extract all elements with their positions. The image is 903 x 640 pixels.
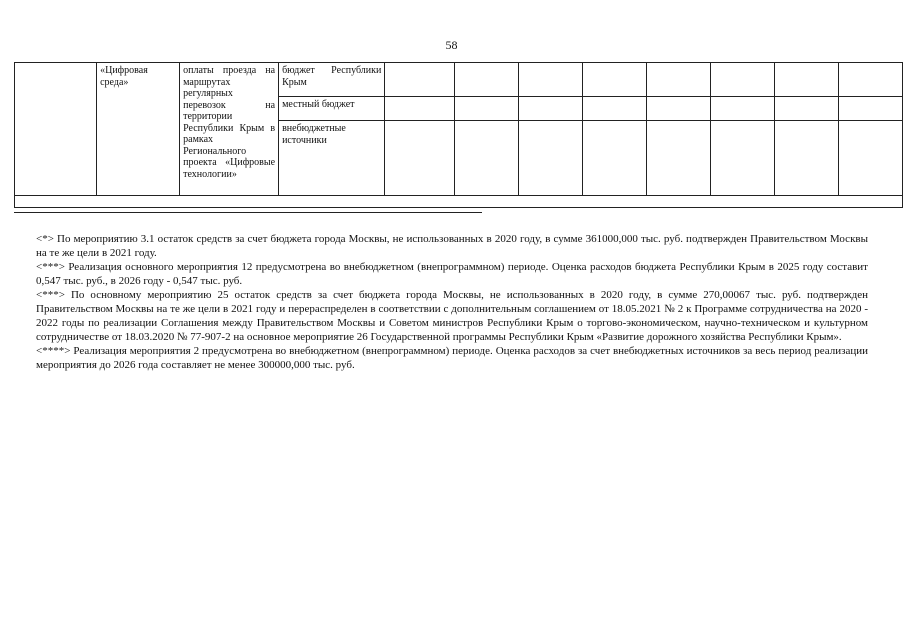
table-cell: [454, 121, 518, 196]
table-cell: [710, 97, 774, 121]
table-cell: [385, 121, 454, 196]
page-number: 58: [445, 38, 458, 52]
footnote: <****> Реализация мероприятия 2 предусмотрена во внебюджетном (внепрограммном) периоде. Оценка расходов за счет внебюджетных источников за весь период реализации мероприятия до 2026 года составляет не менее 300000,000 тыс. руб.: [36, 345, 868, 371]
table-row: [15, 196, 903, 208]
table-cell: [454, 97, 518, 121]
table-cell: [385, 63, 454, 97]
table-cell: [582, 63, 646, 97]
source-cell: бюджет Республики Крым: [279, 63, 385, 97]
table-cell: [454, 63, 518, 97]
table-cell: [518, 63, 582, 97]
table-cell: [15, 63, 97, 196]
table-cell: [710, 63, 774, 97]
event-description-cell: оплаты проезда на маршрутах регулярных перевозок на территории Республики Крым в рамках Регионального проекта «Цифровые технологии»: [180, 63, 279, 196]
table-cell: [774, 63, 838, 97]
table-cell: [518, 97, 582, 121]
footnote: <***> По основному мероприятию 25 остаток средств за счет бюджета города Москвы, не использованных в 2020 году, в сумме 270,00067 тыс. руб. подтвержден Правительством Москвы на те же цели в 2021 году и перераспределен в соответствии с дополнительным соглашением от 18.05.2021 № 2 к Программе сотрудничества на 2020 - 2022 годы по реализации Соглашения между Правительством Москвы и Советом министров Республики Крым о торгово-экономическом, научно-техническом и культурном сотрудничестве от 18.03.2020 № 77-907-2 на основное мероприятие 26 Государственной программы Республики Крым «Развитие дорожного хозяйства Республики Крым».: [36, 289, 868, 343]
footnote: <***> Реализация основного мероприятия 12 предусмотрена во внебюджетном (внепрограммном) периоде. Оценка расходов бюджета Республики Крым в 2025 году составит 0,547 тыс. руб., в 2026 году - 0,547 тыс. руб.: [36, 261, 868, 287]
table-cell: [646, 63, 710, 97]
budget-table: [14, 62, 903, 208]
table-cell: [774, 121, 838, 196]
footnote-separator: [14, 212, 482, 213]
table-cell: [710, 121, 774, 196]
footnote: <*> По мероприятию 3.1 остаток средств за счет бюджета города Москвы, не использованных в 2020 году, в сумме 361000,000 тыс. руб. подтвержден Правительством Москвы на те же цели в 2021 году.: [36, 233, 868, 259]
table-cell: [646, 97, 710, 121]
table-cell: [385, 97, 454, 121]
table-cell: [774, 97, 838, 121]
source-cell: внебюджетные источники: [279, 121, 385, 196]
table-row: [15, 63, 903, 97]
table-cell: [582, 97, 646, 121]
table-cell: [838, 121, 902, 196]
table-cell: [838, 97, 902, 121]
table-cell: [518, 121, 582, 196]
table-cell: [838, 63, 902, 97]
program-name-cell: «Цифровая среда»: [97, 63, 180, 196]
source-cell: местный бюджет: [279, 97, 385, 121]
table-cell: [582, 121, 646, 196]
table-cell: [646, 121, 710, 196]
table-cell: [15, 196, 903, 208]
footnotes: [36, 232, 868, 372]
